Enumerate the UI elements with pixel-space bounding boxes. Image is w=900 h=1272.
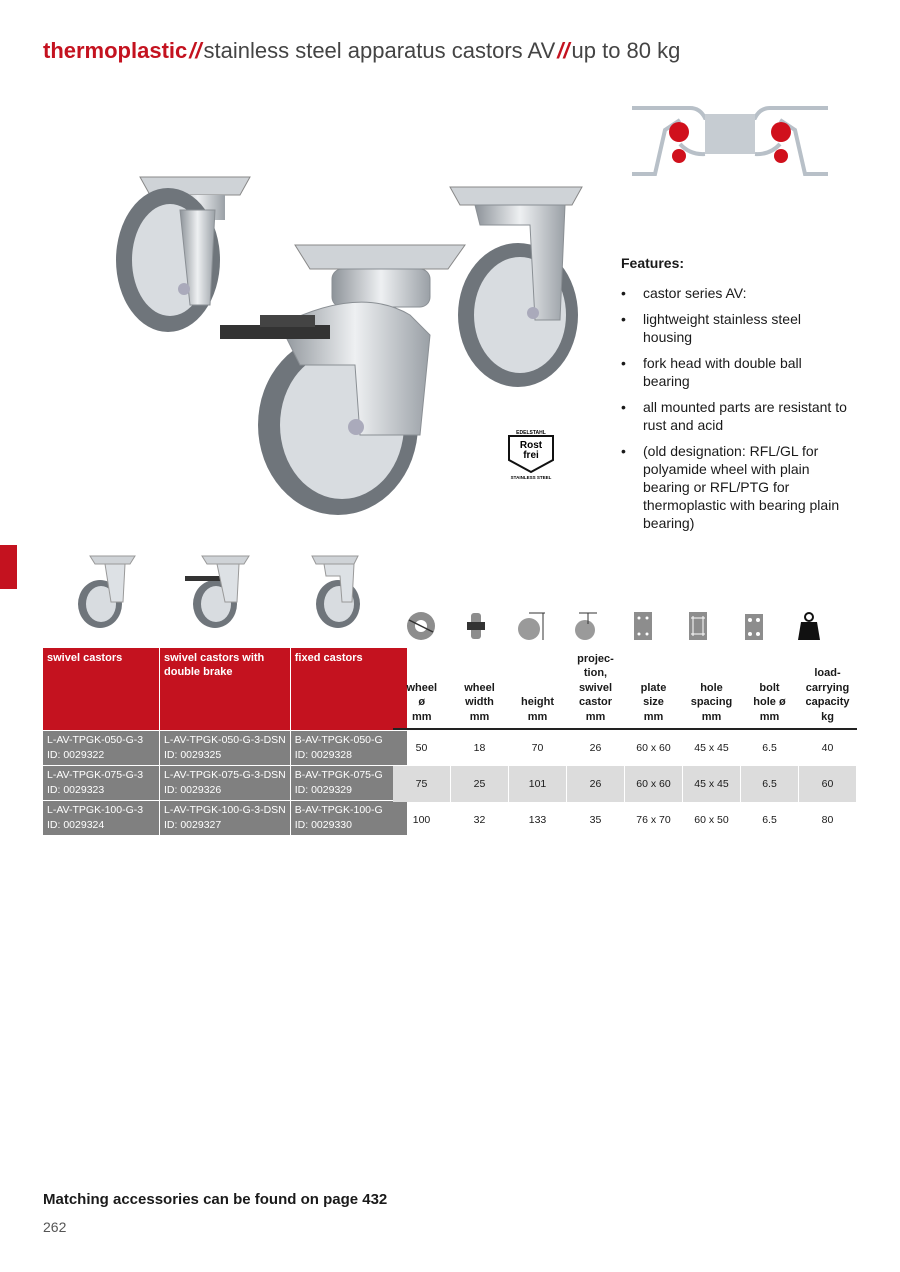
- article-cell[interactable]: [43, 731, 160, 766]
- height-icon: [504, 606, 560, 646]
- spec-cell: 70: [509, 729, 567, 766]
- article-code: B-AV-TPGK-100-G: [294, 804, 383, 816]
- wheel-width-icon: [448, 606, 504, 646]
- header-swivel-castors: swivel castors: [43, 648, 160, 731]
- table-row: [393, 766, 857, 802]
- spec-cell: 60 x 60: [625, 766, 683, 802]
- load-weight-icon: [781, 606, 837, 646]
- header-bolt-hole: bolt hole ø mm: [741, 648, 799, 729]
- table-row: [43, 731, 407, 766]
- spec-cell: 26: [567, 766, 625, 802]
- article-id: ID: 0029330: [294, 819, 352, 831]
- article-id: ID: 0029328: [294, 749, 352, 761]
- article-cell[interactable]: [43, 801, 160, 836]
- article-id: ID: 0029324: [47, 819, 105, 831]
- article-cell[interactable]: [160, 731, 291, 766]
- badge-top-text: EDELSTAHL: [516, 430, 546, 436]
- feature-item: • fork head with double ball bearing: [621, 354, 851, 390]
- article-cell[interactable]: [160, 766, 291, 801]
- features-heading: Features:: [621, 255, 685, 271]
- article-cell[interactable]: [290, 801, 407, 836]
- article-code: B-AV-TPGK-075-G: [294, 769, 383, 781]
- article-code: L-AV-TPGK-075-G-3-DSN: [164, 769, 286, 781]
- spec-header-row: [393, 648, 857, 729]
- article-code: L-AV-TPGK-100-G-3: [47, 804, 144, 816]
- article-code: B-AV-TPGK-050-G: [294, 734, 383, 746]
- rost-frei-badge: [505, 428, 557, 480]
- article-code: L-AV-TPGK-075-G-3: [47, 769, 144, 781]
- features-list: [621, 284, 851, 532]
- wheel-diameter-icon: [393, 606, 449, 646]
- thumb-brake-castor-icon: [185, 556, 249, 628]
- spec-cell: 60 x 50: [683, 802, 741, 838]
- badge-line1: Rost: [519, 440, 543, 451]
- article-id: ID: 0029326: [164, 784, 222, 796]
- article-cell[interactable]: [160, 801, 291, 836]
- header-wheel-diameter: wheel ø mm: [393, 648, 451, 729]
- spec-cell: 6.5: [741, 766, 799, 802]
- title-material: thermoplastic: [43, 38, 188, 63]
- article-id: ID: 0029322: [47, 749, 105, 761]
- feature-item: • all mounted parts are resistant to rust and acid: [621, 398, 851, 434]
- header-height: height mm: [509, 648, 567, 729]
- feature-item: • castor series AV:: [621, 284, 851, 302]
- article-id: ID: 0029327: [164, 819, 222, 831]
- article-table: [43, 648, 408, 835]
- spec-cell: 133: [509, 802, 567, 838]
- header-wheel-width: wheel width mm: [451, 648, 509, 729]
- table-row: [43, 766, 407, 801]
- accessories-note[interactable]: Matching accessories can be found on page 432: [43, 1191, 388, 1208]
- spec-cell: 45 x 45: [683, 729, 741, 766]
- spec-cell: 101: [509, 766, 567, 802]
- spec-cell: 75: [393, 766, 451, 802]
- article-code: L-AV-TPGK-050-G-3: [47, 734, 144, 746]
- bearing-schematic-icon: [630, 100, 830, 180]
- article-cell[interactable]: [290, 731, 407, 766]
- feature-item: • (old designation: RFL/GL for polyamide wheel with plain bearing or RFL/PTG for thermoplastic with bearing plain bearing): [621, 442, 851, 532]
- page-title: [43, 38, 680, 64]
- article-cell[interactable]: [290, 766, 407, 801]
- projection-icon: [559, 606, 615, 646]
- spec-cell: 76 x 70: [625, 802, 683, 838]
- article-header-row: [43, 648, 407, 731]
- spec-cell: 6.5: [741, 802, 799, 838]
- header-load-capacity: load- carrying capacity kg: [799, 648, 857, 729]
- header-hole-spacing: hole spacing mm: [683, 648, 741, 729]
- spec-cell: 40: [799, 729, 857, 766]
- spec-icons-row: [393, 606, 838, 646]
- spec-cell: 18: [451, 729, 509, 766]
- spec-table: [393, 648, 857, 838]
- article-code: L-AV-TPGK-050-G-3-DSN: [164, 734, 286, 746]
- header-projection: projec- tion, swivel castor mm: [567, 648, 625, 729]
- spec-cell: 26: [567, 729, 625, 766]
- spec-cell: 32: [451, 802, 509, 838]
- spec-cell: 45 x 45: [683, 766, 741, 802]
- brake-castor-image: [220, 245, 465, 515]
- article-code: L-AV-TPGK-100-G-3-DSN: [164, 804, 286, 816]
- plate-size-icon: [615, 606, 671, 646]
- table-row: [393, 802, 857, 838]
- title-capacity: up to 80 kg: [571, 38, 681, 63]
- spec-cell: 80: [799, 802, 857, 838]
- title-product: stainless steel apparatus castors AV: [203, 38, 556, 63]
- header-fixed-castors: fixed castors: [290, 648, 407, 731]
- swivel-castor-image: [116, 177, 250, 332]
- spec-cell: 6.5: [741, 729, 799, 766]
- feature-item: • lightweight stainless steel housing: [621, 310, 851, 346]
- badge-line2: frei: [523, 450, 539, 461]
- table-row: [393, 729, 857, 766]
- chapter-tab: [0, 545, 17, 589]
- badge-bottom-text: STAINLESS STEEL: [510, 475, 552, 480]
- spec-cell: 100: [393, 802, 451, 838]
- bolt-hole-icon: [726, 606, 782, 646]
- spec-cell: 50: [393, 729, 451, 766]
- spec-cell: 60: [799, 766, 857, 802]
- article-id: ID: 0029325: [164, 749, 222, 761]
- article-cell[interactable]: [43, 766, 160, 801]
- title-separator-2: //: [557, 38, 570, 63]
- title-separator: //: [189, 38, 202, 63]
- features-block: [621, 254, 851, 540]
- castor-thumbnails: [75, 552, 375, 632]
- page-number: 262: [43, 1219, 67, 1235]
- thumb-fixed-castor-icon: [312, 556, 360, 628]
- header-swivel-brake-castors: swivel castors with double brake: [160, 648, 291, 731]
- hole-spacing-icon: [670, 606, 726, 646]
- article-id: ID: 0029323: [47, 784, 105, 796]
- fixed-castor-image: [450, 187, 582, 387]
- article-id: ID: 0029329: [294, 784, 352, 796]
- table-row: [43, 801, 407, 836]
- spec-cell: 35: [567, 802, 625, 838]
- spec-cell: 25: [451, 766, 509, 802]
- header-plate-size: plate size mm: [625, 648, 683, 729]
- thumb-swivel-castor-icon: [78, 556, 135, 628]
- spec-cell: 60 x 60: [625, 729, 683, 766]
